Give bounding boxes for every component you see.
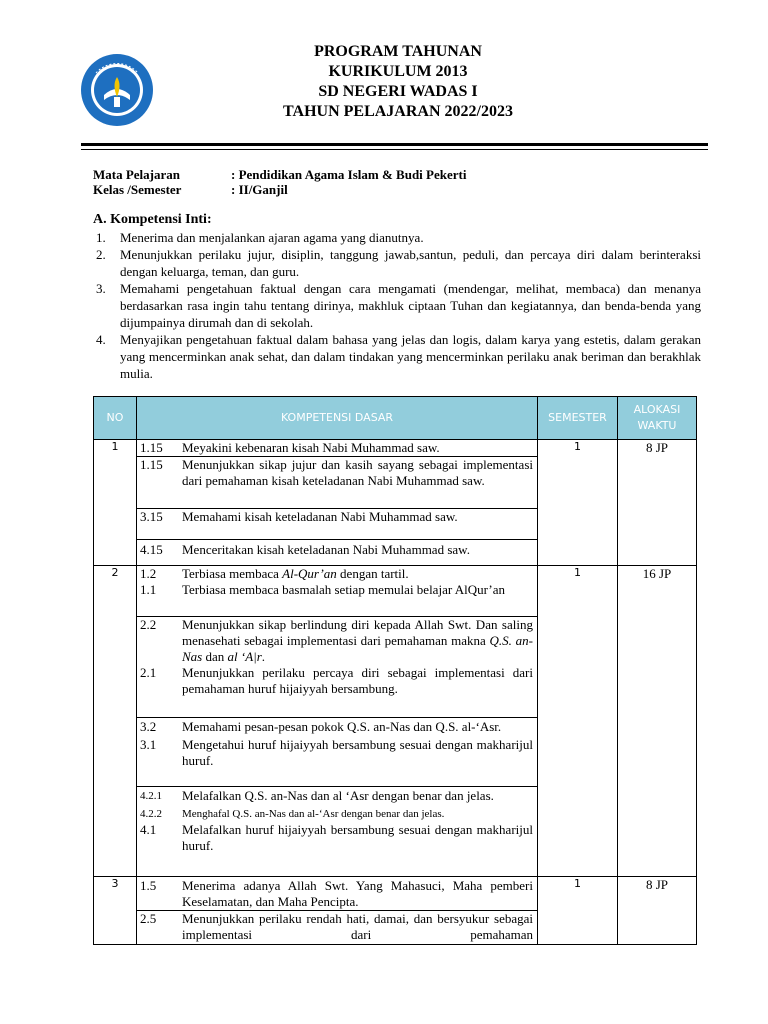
row-no: 3 bbox=[94, 877, 137, 945]
table-row bbox=[94, 566, 697, 877]
header-rule-thick bbox=[81, 143, 708, 146]
row-no: 2 bbox=[94, 566, 137, 877]
table-row bbox=[94, 440, 697, 566]
kd-item bbox=[137, 542, 537, 558]
kd-segment bbox=[137, 440, 537, 456]
title-line-2: KURIKULUM 2013 bbox=[328, 63, 468, 80]
kd-text-italic: Q.S. an-Nas bbox=[182, 633, 533, 664]
kd-code: 3.15 bbox=[140, 509, 163, 524]
kd-code: 1.15 bbox=[140, 440, 163, 455]
kd-text: Melafalkan huruf hijaiyyah bersambung sesuai dengan makharijul huruf. bbox=[182, 822, 533, 853]
kd-text: Meyakini kebenaran kisah Nabi Muhammad saw. bbox=[182, 440, 440, 455]
title-line-3: SD NEGERI WADAS I bbox=[318, 83, 478, 100]
meta-class bbox=[93, 182, 466, 197]
row-semester: 1 bbox=[538, 877, 618, 945]
ki-heading: A. Kompetensi Inti: bbox=[93, 212, 212, 227]
kd-text: Melafalkan Q.S. an-Nas dan al ‘Asr dengan benar dan jelas. bbox=[182, 788, 494, 803]
header-rule-thin bbox=[81, 149, 708, 150]
header-kd: KOMPETENSI DASAR bbox=[137, 397, 538, 440]
ki-number: 4. bbox=[96, 332, 106, 347]
kd-text: Memahami kisah keteladanan Nabi Muhammad saw. bbox=[182, 509, 458, 524]
kd-code: 1.2 bbox=[140, 566, 157, 581]
ki-number: 1. bbox=[96, 230, 106, 245]
title-line-4: TAHUN PELAJARAN 2022/2023 bbox=[283, 103, 513, 120]
kd-item bbox=[137, 566, 537, 582]
kd-text bbox=[182, 617, 537, 665]
kd-item bbox=[137, 665, 537, 697]
kd-text: Mengetahui huruf hijaiyyah bersambung sesuai dengan makharijul huruf. bbox=[182, 737, 533, 768]
kd-text: Menghafal Q.S. an-Nas dan al-‘Asr dengan benar dan jelas. bbox=[182, 808, 445, 820]
ki-text: Menyajikan pengetahuan faktual dalam bahasa yang jelas dan logis, dalam karya yang estetis, dalam gerakan yang mencerminkan anak sehat, dan dalam tindakan yang mencerminkan perilaku anak beriman dan berakhlak mulia. bbox=[120, 332, 701, 381]
row-alokasi: 16 JP bbox=[618, 566, 697, 877]
kd-item bbox=[137, 806, 537, 822]
row-alokasi: 8 JP bbox=[618, 440, 697, 566]
kd-text-part: dengan tartil. bbox=[336, 566, 409, 581]
header-no: NO bbox=[94, 397, 137, 440]
kd-segment bbox=[137, 910, 537, 943]
ki-number: 2. bbox=[96, 247, 106, 262]
kd-segment bbox=[137, 456, 537, 508]
kd-text: Memahami pesan-pesan pokok Q.S. an-Nas dan Q.S. al-‘Asr. bbox=[182, 719, 502, 734]
row-alokasi: 8 JP bbox=[618, 877, 697, 945]
row-no: 1 bbox=[94, 440, 137, 566]
title-line-1: PROGRAM TAHUNAN bbox=[314, 43, 482, 60]
kd-text-part: . bbox=[261, 649, 266, 664]
kd-code: 1.15 bbox=[140, 457, 163, 472]
ki-number: 3. bbox=[96, 281, 106, 296]
kd-item bbox=[137, 617, 537, 665]
ki-text: Menerima dan menjalankan ajaran agama yang dianutnya. bbox=[120, 230, 424, 245]
kd-code: 2.5 bbox=[140, 911, 157, 926]
ki-text: Menunjukkan perilaku jujur, disiplin, tanggung jawab,santun, peduli, dan percaya diri dalam berinteraksi dengan keluarga, teman, dan guru. bbox=[120, 247, 701, 279]
kd-code: 2.2 bbox=[140, 617, 157, 632]
header-alokasi: ALOKASI WAKTU bbox=[618, 397, 697, 440]
ki-item bbox=[93, 331, 701, 382]
document-meta bbox=[93, 167, 466, 197]
kd-segment bbox=[137, 717, 537, 786]
kd-text: Menunjukkan perilaku percaya diri sebagai implementasi dari pemahaman huruf hijaiyyah bersambung. bbox=[182, 665, 533, 696]
kd-item bbox=[137, 911, 537, 943]
kd-text: Menunjukkan perilaku rendah hati, damai, dan bersyukur sebagai implementasi dari pemahaman bbox=[182, 911, 533, 942]
kd-text: Terbiasa membaca basmalah setiap memulai belajar AlQur’an bbox=[182, 582, 505, 597]
kd-text: Menunjukkan sikap jujur dan kasih sayang sebagai implementasi dari pemahaman kisah keteladanan Nabi Muhammad saw. bbox=[182, 457, 533, 488]
kd-item bbox=[137, 737, 537, 769]
subject-value: : Pendidikan Agama Islam & Budi Pekerti bbox=[231, 167, 467, 182]
kd-item bbox=[137, 878, 537, 910]
kd-item bbox=[137, 509, 537, 525]
kd-segment bbox=[137, 566, 537, 616]
kd-text-part: dan bbox=[202, 649, 228, 664]
kd-code: 4.1 bbox=[140, 822, 157, 837]
kd-item bbox=[137, 719, 537, 735]
ki-text: Memahami pengetahuan faktual dengan cara mengamati (mendengar, melihat, membaca) dan menanya berdasarkan rasa ingin tahu tentang dirinya, makhluk ciptaan Tuhan dan kegiatannya, dan benda-benda yang dijumpainya dirumah dan di sekolah. bbox=[120, 281, 701, 330]
table-header-row bbox=[94, 397, 697, 440]
class-label: Kelas /Semester bbox=[93, 182, 182, 197]
subject-label: Mata Pelajaran bbox=[93, 167, 181, 182]
kd-segment bbox=[137, 539, 537, 558]
kd-code: 4.2.2 bbox=[140, 808, 162, 820]
kd-item bbox=[137, 582, 537, 598]
kd-text-italic: al ‘A|r bbox=[227, 649, 262, 664]
kd-cell bbox=[137, 566, 538, 877]
kd-cell bbox=[137, 440, 538, 566]
kd-code: 1.5 bbox=[140, 878, 157, 893]
ki-item bbox=[93, 229, 701, 246]
ki-item bbox=[93, 280, 701, 331]
kd-segment bbox=[137, 786, 537, 854]
ki-list bbox=[93, 229, 701, 382]
kd-code: 1.1 bbox=[140, 582, 157, 597]
kd-text: Menerima adanya Allah Swt. Yang Mahasuci, Maha pemberi Keselamatan, dan Maha Pencipta. bbox=[182, 878, 533, 909]
kd-code: 3.2 bbox=[140, 719, 157, 734]
document-title bbox=[240, 42, 556, 122]
kd-item bbox=[137, 788, 537, 804]
row-semester: 1 bbox=[538, 566, 618, 877]
kd-code: 3.1 bbox=[140, 737, 157, 752]
ki-item bbox=[93, 246, 701, 280]
kd-text-part: Menunjukkan sikap berlindung diri kepada Allah Swt. Dan saling menasehati sebagai implementasi dari pemahaman makna bbox=[182, 617, 533, 648]
kd-segment bbox=[137, 877, 537, 910]
kd-code: 2.1 bbox=[140, 665, 157, 680]
kd-segment bbox=[137, 508, 537, 539]
kd-code: 4.2.1 bbox=[140, 790, 162, 802]
tut-wuri-handayani-logo bbox=[80, 53, 154, 127]
kd-text-italic: Al-Qur’an bbox=[282, 566, 337, 581]
kd-item bbox=[137, 457, 537, 489]
kd-item bbox=[137, 822, 537, 854]
kd-segment bbox=[137, 616, 537, 717]
class-value: : II/Ganjil bbox=[231, 182, 288, 197]
row-semester: 1 bbox=[538, 440, 618, 566]
kd-text bbox=[182, 566, 537, 582]
header-semester: SEMESTER bbox=[538, 397, 618, 440]
table-row bbox=[94, 877, 697, 945]
kd-text: Menceritakan kisah keteladanan Nabi Muhammad saw. bbox=[182, 542, 470, 557]
kd-code: 4.15 bbox=[140, 542, 163, 557]
kd-item bbox=[137, 440, 537, 456]
kd-table bbox=[93, 396, 697, 945]
meta-subject bbox=[93, 167, 466, 182]
kd-cell bbox=[137, 877, 538, 945]
kd-text-part: Terbiasa membaca bbox=[182, 566, 283, 581]
